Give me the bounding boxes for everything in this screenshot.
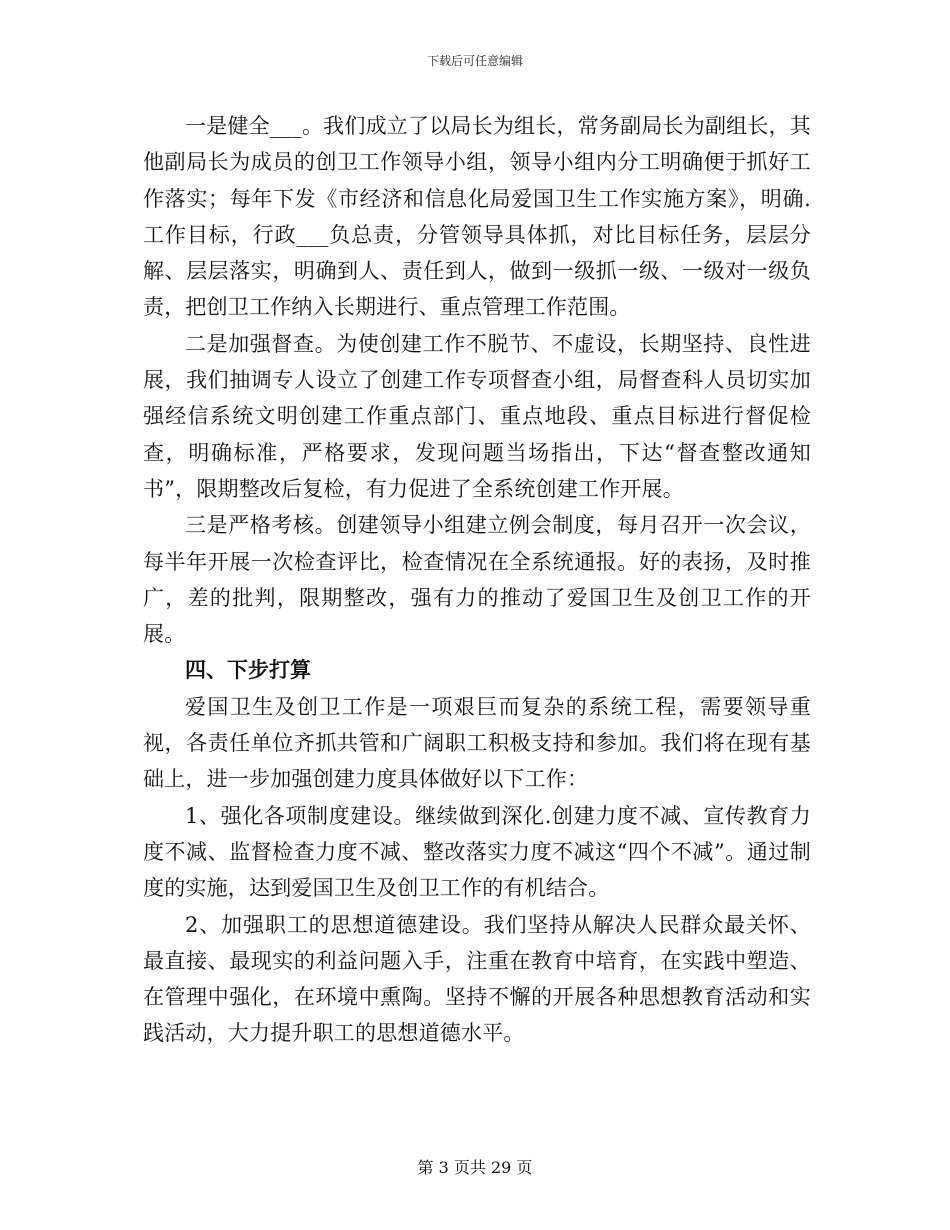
document-body bbox=[143, 108, 811, 1052]
paragraph-item-1: 1、强化各项制度建设。继续做到深化.创建力度不减、宣传教育力度不减、监督检查力度不减、整改落实力度不减这“四个不减”。通过制度的实施，达到爱国卫生及创卫工作的有机结合。 bbox=[143, 803, 811, 901]
page-header: 下载后可任意编辑 bbox=[426, 54, 523, 68]
page-number: 第 3 页共 29 页 bbox=[417, 1158, 533, 1177]
paragraph-intro-next-steps: 爱国卫生及创卫工作是一项艰巨而复杂的系统工程，需要领导重视，各责任单位齐抓共管和广阔职工积极支持和参加。我们将在现有基础上，进一步加强创建力度具体做好以下工作： bbox=[143, 694, 811, 792]
paragraph-item-2: 2、加强职工的思想道德建设。我们坚持从解决人民群众最关怀、最直接、最现实的利益问题入手，注重在教育中培育，在实践中塑造、在管理中强化，在环境中熏陶。坚持不懈的开展各种思想教育活动和实践活动，大力提升职工的思想道德水平。 bbox=[143, 912, 811, 1046]
paragraph-establish: 一是健全___。我们成立了以局长为组长，常务副局长为副组长，其他副局长为成员的创卫工作领导小组，领导小组内分工明确便于抓好工作落实；每年下发《市经济和信息化局爱国卫生工作实施方案》，明确.工作目标，行政___负总责，分管领导具体抓，对比目标任务，层层分解、层层落实，明确到人、责任到人，做到一级抓一级、一级对一级负责，把创卫工作纳入长期进行、重点管理工作范围。 bbox=[143, 114, 811, 320]
paragraph-assessment: 三是严格考核。创建领导小组建立例会制度，每月召开一次会议，每半年开展一次检查评比，检查情况在全系统通报。好的表扬，及时推广，差的批判，限期整改，强有力的推动了爱国卫生及创卫工作的开展。 bbox=[143, 513, 811, 647]
paragraph-supervision: 二是加强督查。为使创建工作不脱节、不虚设，长期坚持、良性进展，我们抽调专人设立了创建工作专项督查小组，局督查科人员切实加强经信系统文明创建工作重点部门、重点地段、重点目标进行督促检查，明确标准，严格要求，发现问题当场指出，下达“督查整改通知书”，限期整改后复检，有力促进了全系统创建工作开展。 bbox=[143, 331, 811, 501]
section-heading-next-steps: 四、下步打算 bbox=[185, 658, 311, 683]
